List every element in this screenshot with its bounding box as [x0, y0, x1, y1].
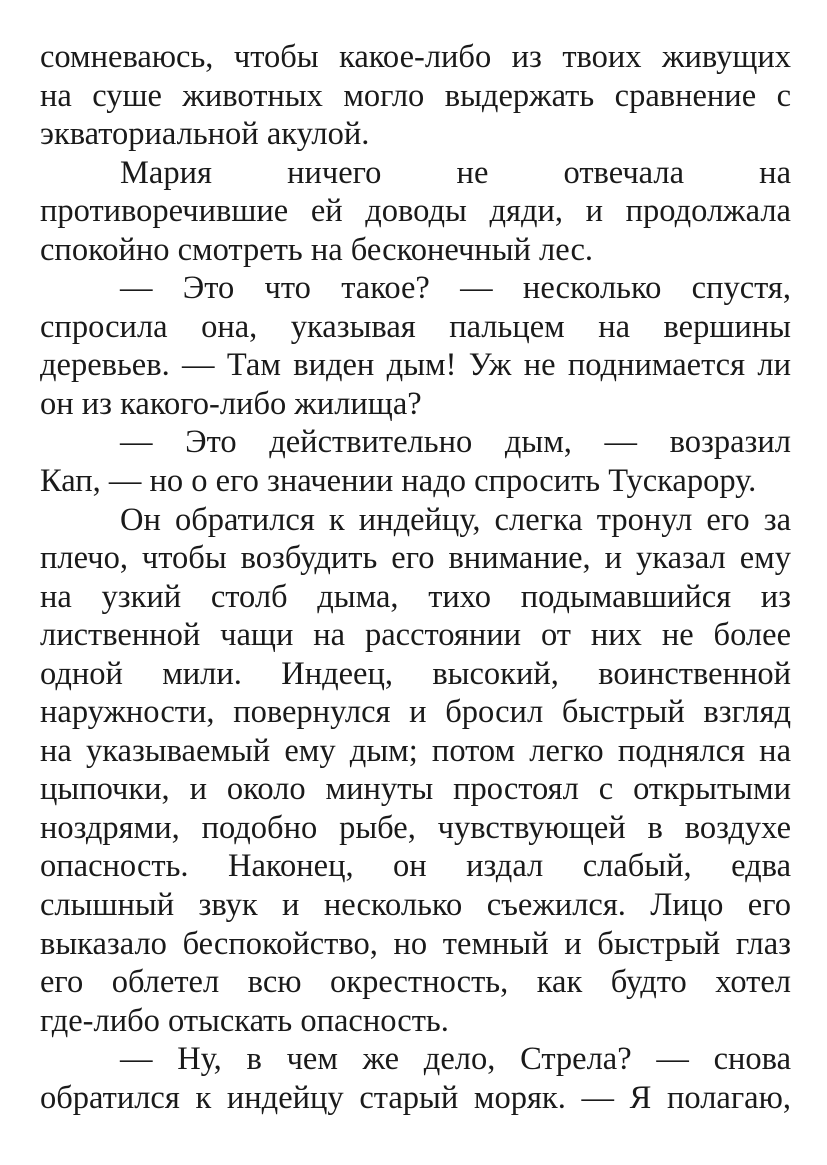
paragraph-5: [40, 501, 791, 1041]
text-line: одной мили. Индеец, высокий, воинственной: [40, 655, 791, 692]
text-line: на суше животных могло выдержать сравнение с: [40, 77, 791, 114]
text-line: опасность. Наконец, он издал слабый, едва: [40, 848, 791, 885]
text-line: выказало беспокойство, но темный и быстрый глаз: [40, 925, 791, 962]
document-page: [40, 38, 791, 1117]
text-line: слышный звук и несколько съежился. Лицо его: [40, 887, 791, 924]
text-line: лиственной чащи на расстоянии от них не более: [40, 617, 791, 654]
text-line: противоречившие ей доводы дяди, и продолжала: [40, 193, 791, 230]
text-line: на указываемый ему дым; потом легко поднялся на: [40, 732, 791, 769]
text-line: обратился к индейцу старый моряк. — Я полагаю,: [40, 1079, 791, 1116]
text-line: спокойно смотреть на бесконечный лес.: [40, 231, 594, 268]
text-line: Мария ничего не отвечала на: [120, 154, 791, 191]
paragraph-3: [40, 269, 791, 423]
text-line: — Это что такое? — несколько спустя,: [120, 270, 791, 307]
text-line: наружности, повернулся и бросил быстрый взгляд: [40, 694, 791, 731]
paragraph-6: [40, 1040, 791, 1117]
text-line: Он обратился к индейцу, слегка тронул его за: [120, 501, 791, 538]
text-line: он из какого-либо жилища?: [40, 385, 422, 422]
text-line: спросила она, указывая пальцем на вершины: [40, 308, 791, 345]
text-line: его облетел всю окрестность, как будто хотел: [40, 964, 791, 1001]
text-line: деревьев. — Там виден дым! Уж не поднимается ли: [40, 347, 791, 384]
text-line: где-либо отыскать опасность.: [40, 1002, 449, 1039]
text-line: — Ну, в чем же дело, Стрела? — снова: [120, 1041, 791, 1078]
text-line: ноздрями, подобно рыбе, чувствующей в воздухе: [40, 809, 791, 846]
paragraph-1: [40, 38, 791, 154]
text-line: цыпочки, и около минуты простоял с открытыми: [40, 771, 791, 808]
text-line: сомневаюсь, чтобы какое-либо из твоих живущих: [40, 39, 791, 75]
text-line: на узкий столб дыма, тихо подымавшийся из: [40, 578, 791, 615]
paragraph-2: [40, 154, 791, 270]
text-line: — Это действительно дым, — возразил: [120, 424, 791, 461]
paragraph-4: [40, 423, 791, 500]
text-line: Кап, — но о его значении надо спросить Тускарору.: [40, 463, 757, 500]
text-line: плечо, чтобы возбудить его внимание, и указал ему: [40, 540, 791, 577]
text-line: экваториальной акулой.: [40, 116, 370, 153]
